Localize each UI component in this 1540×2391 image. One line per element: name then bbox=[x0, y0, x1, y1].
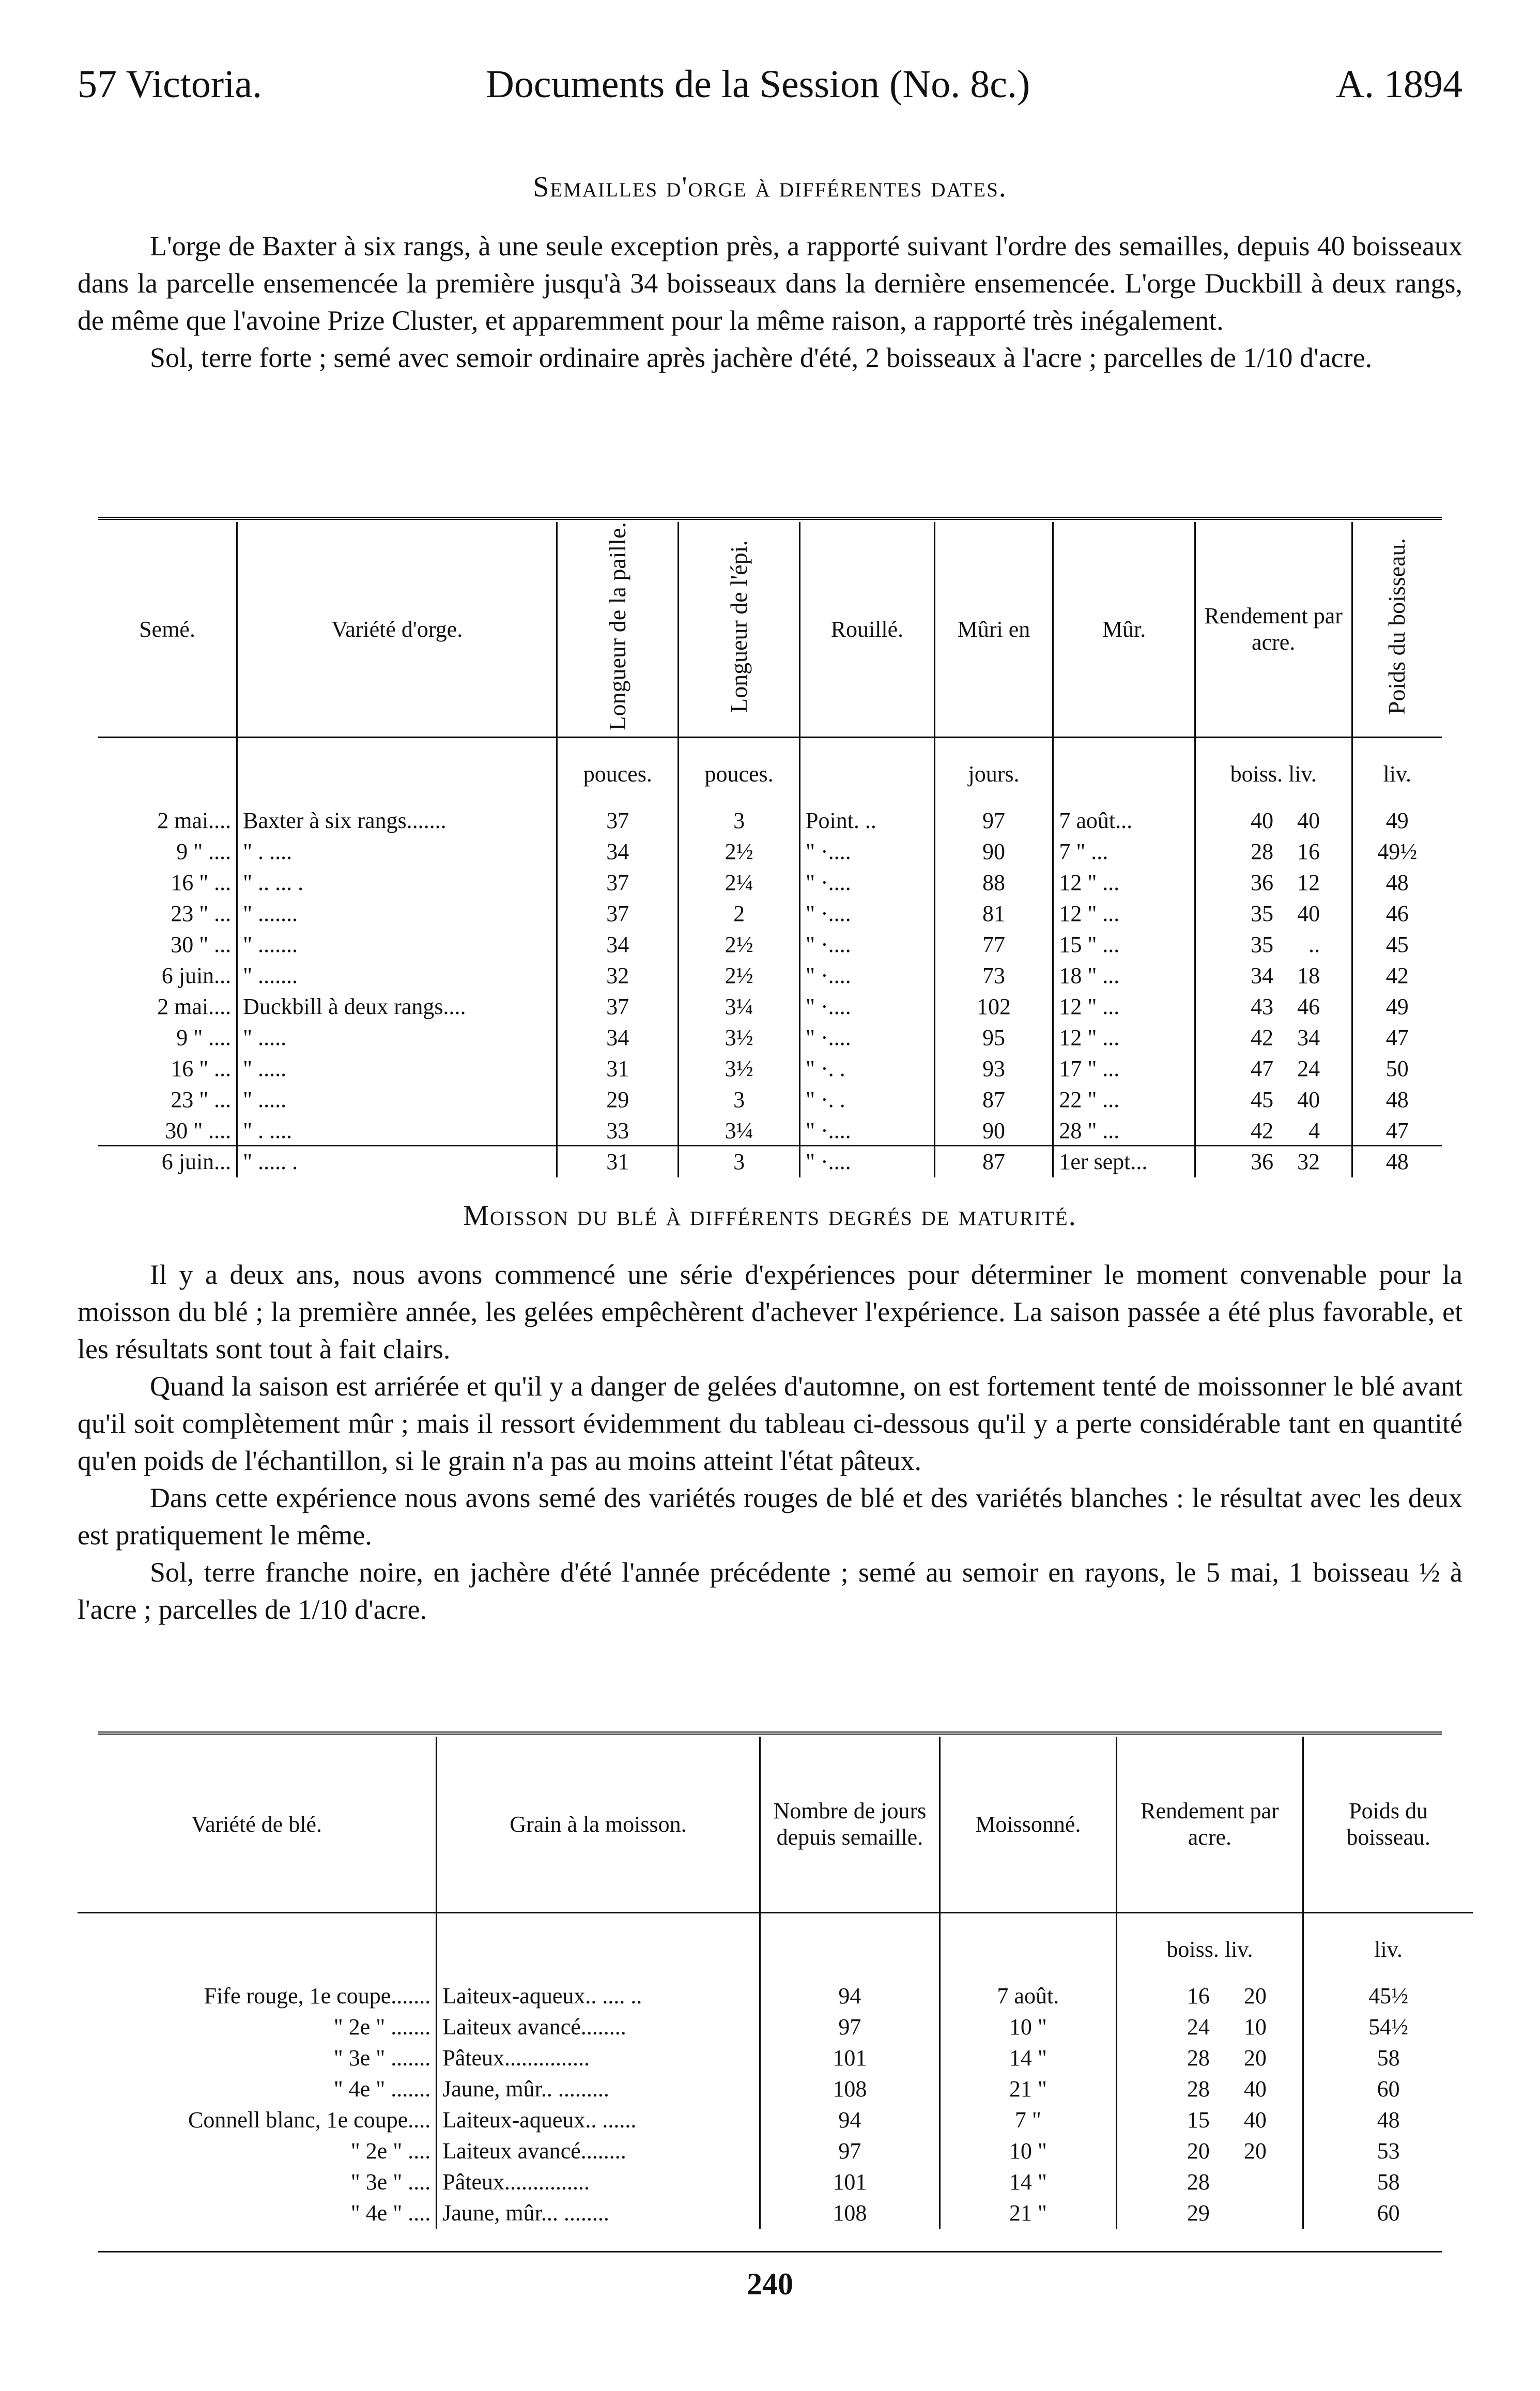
cell-rendement bbox=[1195, 991, 1352, 1022]
cell-epi: 2½ bbox=[679, 929, 800, 960]
cell-variete: Baxter à six rangs....... bbox=[237, 805, 557, 836]
cell-rendement bbox=[1195, 867, 1352, 898]
cell-rendement bbox=[1116, 2198, 1303, 2229]
cell-epi: 2½ bbox=[679, 836, 800, 867]
cell-seme: 23 " ... bbox=[171, 900, 232, 926]
cell-liv: 24 bbox=[1297, 1055, 1320, 1081]
cell-rendement bbox=[1195, 1146, 1352, 1177]
table-row bbox=[98, 805, 1442, 836]
cell-paille: 37 bbox=[557, 805, 679, 836]
cell-moissonne: 21 " bbox=[940, 2074, 1117, 2105]
cell-poids: 60 bbox=[1303, 2198, 1473, 2229]
cell-rendement bbox=[1195, 805, 1352, 836]
unit-empty bbox=[799, 737, 934, 805]
cell-muri-en: 87 bbox=[934, 1146, 1053, 1177]
cell-boiss: 15 bbox=[1187, 2107, 1210, 2133]
cell-boiss: 28 bbox=[1187, 2169, 1210, 2195]
table1-col-poids bbox=[1352, 522, 1442, 737]
cell-liv: 20 bbox=[1243, 1983, 1267, 2009]
cell-boiss: 24 bbox=[1187, 2014, 1210, 2040]
cell-grain: Jaune, mûr.. ......... bbox=[437, 2074, 760, 2105]
cell-muri-en: 90 bbox=[934, 836, 1053, 867]
table-row bbox=[78, 1981, 1473, 2012]
cell-variete: " .. ... . bbox=[237, 867, 557, 898]
cell-grain: Jaune, mûr... ........ bbox=[437, 2198, 760, 2229]
cell-poids: 49½ bbox=[1352, 836, 1442, 867]
cell-rendement bbox=[1116, 2105, 1303, 2136]
unit-poids: liv. bbox=[1352, 737, 1442, 805]
table2-col-grain: Grain à la moisson. bbox=[437, 1737, 760, 1912]
cell-paille: 37 bbox=[557, 991, 679, 1022]
cell-boiss: 28 bbox=[1187, 2076, 1210, 2102]
table-row bbox=[98, 898, 1442, 929]
cell-jours: 108 bbox=[760, 2074, 940, 2105]
cell-boiss: 35 bbox=[1251, 931, 1274, 957]
cell-rendement bbox=[1195, 1053, 1352, 1084]
cell-boiss: 29 bbox=[1187, 2200, 1210, 2226]
cell-variete: Connell blanc, 1e coupe.... bbox=[188, 2107, 431, 2133]
table-row bbox=[98, 1022, 1442, 1053]
cell-paille: 34 bbox=[557, 836, 679, 867]
cell-poids: 48 bbox=[1303, 2105, 1473, 2136]
header-center: Documents de la Session (No. 8c.) bbox=[486, 63, 1030, 106]
cell-rendement bbox=[1116, 2043, 1303, 2074]
cell-epi: 3½ bbox=[679, 1022, 800, 1053]
cell-poids: 48 bbox=[1352, 867, 1442, 898]
cell-moissonne: 10 " bbox=[940, 2136, 1117, 2167]
table1-col-epi bbox=[679, 522, 800, 737]
section2-paragraph: Sol, terre franche noire, en jachère d'été l'année précédente ; semé au semoir en rayons, le 5 mai, 1 boisseau ½ à l'acre ; parcelles de 1/10 d'acre. bbox=[78, 1557, 1462, 1625]
cell-boiss: 36 bbox=[1251, 1148, 1274, 1174]
cell-muri-en: 97 bbox=[934, 805, 1053, 836]
unit-paille: pouces. bbox=[557, 737, 679, 805]
cell-paille: 32 bbox=[557, 960, 679, 991]
cell-poids: 45 bbox=[1352, 929, 1442, 960]
cell-grain: Laiteux-aqueux.. ...... bbox=[437, 2105, 760, 2136]
cell-grain: Laiteux avancé........ bbox=[437, 2012, 760, 2043]
cell-rouille: " ·. . bbox=[799, 1053, 934, 1084]
cell-jours: 108 bbox=[760, 2198, 940, 2229]
cell-muri-en: 81 bbox=[934, 898, 1053, 929]
table2-col-poids: Poids du boisseau. bbox=[1303, 1737, 1473, 1912]
cell-jours: 97 bbox=[760, 2136, 940, 2167]
cell-rouille: " ·. . bbox=[799, 1084, 934, 1115]
page-number: 240 bbox=[747, 2267, 793, 2301]
table1-top-rule bbox=[98, 517, 1442, 520]
table1-col-rouille: Rouillé. bbox=[799, 522, 934, 737]
cell-rouille: " ·.... bbox=[799, 960, 934, 991]
cell-paille: 37 bbox=[557, 898, 679, 929]
cell-variete: " 4e " .... bbox=[350, 2200, 431, 2226]
cell-variete: " ....... bbox=[237, 929, 557, 960]
cell-mur: 7 " ... bbox=[1053, 836, 1195, 867]
cell-boiss: 40 bbox=[1251, 807, 1274, 833]
cell-liv: 10 bbox=[1243, 2014, 1267, 2040]
cell-boiss: 34 bbox=[1251, 962, 1274, 988]
cell-seme: 6 juin... bbox=[161, 962, 232, 988]
cell-paille: 31 bbox=[557, 1053, 679, 1084]
table1-col-variete: Variété d'orge. bbox=[237, 522, 557, 737]
cell-mur: 28 " ... bbox=[1053, 1115, 1195, 1146]
cell-seme: 30 " ... bbox=[171, 931, 232, 957]
cell-rendement bbox=[1116, 2167, 1303, 2198]
unit-empty bbox=[760, 1912, 940, 1981]
cell-variete: " ....... bbox=[237, 898, 557, 929]
cell-rendement bbox=[1116, 2136, 1303, 2167]
section1-title: Semailles d'orge à différentes dates. bbox=[533, 171, 1007, 203]
unit-empty bbox=[437, 1912, 760, 1981]
table1-header-row bbox=[98, 522, 1442, 737]
cell-seme: 2 mai.... bbox=[157, 993, 232, 1019]
cell-boiss: 42 bbox=[1251, 1117, 1274, 1143]
section1-paragraph: L'orge de Baxter à six rangs, à une seule exception près, a rapporté suivant l'ordre des semailles, depuis 40 boisseaux dans la parcelle ensemencée la première jusqu'à 34 boisseaux dans la dernière ensemencée. L'orge Duckbill à deux rangs, de même que l'avoine Prize Cluster, et apparemment pour la même raison, a rapporté très inégalement. bbox=[78, 231, 1462, 336]
table-row bbox=[98, 929, 1442, 960]
cell-variete: " 3e " ....... bbox=[333, 2045, 431, 2071]
cell-grain: Laiteux avancé........ bbox=[437, 2136, 760, 2167]
table-row bbox=[78, 2074, 1473, 2105]
cell-epi: 2½ bbox=[679, 960, 800, 991]
cell-mur: 17 " ... bbox=[1053, 1053, 1195, 1084]
cell-paille: 29 bbox=[557, 1084, 679, 1115]
cell-seme: 16 " ... bbox=[171, 1055, 232, 1081]
cell-mur: 22 " ... bbox=[1053, 1084, 1195, 1115]
cell-epi: 3¼ bbox=[679, 991, 800, 1022]
cell-liv: 18 bbox=[1297, 962, 1320, 988]
cell-mur: 1er sept... bbox=[1053, 1146, 1195, 1177]
unit-empty bbox=[1053, 737, 1195, 805]
cell-rouille: " ·.... bbox=[799, 929, 934, 960]
cell-rendement bbox=[1195, 960, 1352, 991]
cell-boiss: 45 bbox=[1251, 1086, 1274, 1112]
section1-paragraph: Sol, terre forte ; semé avec semoir ordinaire après jachère d'été, 2 boisseaux à l'acre ; parcelles de 1/10 d'acre. bbox=[150, 342, 1373, 373]
cell-epi: 3 bbox=[679, 1084, 800, 1115]
cell-liv: 20 bbox=[1243, 2138, 1267, 2164]
cell-seme: 9 " .... bbox=[176, 1024, 232, 1050]
cell-variete: " ..... bbox=[237, 1084, 557, 1115]
unit-muri-en: jours. bbox=[934, 737, 1053, 805]
cell-mur: 12 " ... bbox=[1053, 898, 1195, 929]
cell-grain: Pâteux............... bbox=[437, 2167, 760, 2198]
cell-epi: 3 bbox=[679, 1146, 800, 1177]
cell-rendement bbox=[1195, 1084, 1352, 1115]
cell-variete: " ..... bbox=[237, 1022, 557, 1053]
table-row bbox=[78, 2167, 1473, 2198]
section2-paragraph: Dans cette expérience nous avons semé des variétés rouges de blé et des variétés blanches : le résultat avec les deux est pratiquement le même. bbox=[78, 1482, 1462, 1551]
table1-col-paille bbox=[557, 522, 679, 737]
table1-units-row bbox=[98, 737, 1442, 805]
section2-paragraph: Il y a deux ans, nous avons commencé une série d'expériences pour déterminer le moment convenable pour la moisson du blé ; la première année, les gelées empêchèrent d'achever l'expérience. La saison passée a été plus favorable, et les résultats sont tout à fait clairs. bbox=[78, 1259, 1462, 1365]
cell-grain: Laiteux-aqueux.. .... .. bbox=[437, 1981, 760, 2012]
cell-liv: .. bbox=[1308, 931, 1320, 957]
cell-variete: " 4e " ....... bbox=[333, 2076, 431, 2102]
header-right: A. 1894 bbox=[1336, 63, 1462, 106]
cell-boiss: 35 bbox=[1251, 900, 1274, 926]
cell-muri-en: 93 bbox=[934, 1053, 1053, 1084]
section2-title: Moisson du blé à différents degrés de maturité. bbox=[463, 1200, 1077, 1232]
cell-liv: 16 bbox=[1297, 838, 1320, 864]
cell-poids: 49 bbox=[1352, 805, 1442, 836]
cell-muri-en: 102 bbox=[934, 991, 1053, 1022]
cell-boiss: 28 bbox=[1251, 838, 1274, 864]
cell-muri-en: 88 bbox=[934, 867, 1053, 898]
page-header bbox=[78, 62, 1462, 119]
cell-liv: 4 bbox=[1308, 1117, 1320, 1143]
table-row bbox=[98, 867, 1442, 898]
cell-seme: 30 " .... bbox=[165, 1117, 232, 1143]
cell-paille: 34 bbox=[557, 1022, 679, 1053]
unit-empty bbox=[98, 737, 237, 805]
cell-jours: 101 bbox=[760, 2167, 940, 2198]
cell-poids: 48 bbox=[1352, 1084, 1442, 1115]
cell-mur: 12 " ... bbox=[1053, 991, 1195, 1022]
cell-seme: 2 mai.... bbox=[157, 807, 232, 833]
cell-variete: " ....... bbox=[237, 960, 557, 991]
barley-sowing-table bbox=[98, 522, 1442, 1177]
cell-liv: 40 bbox=[1243, 2107, 1267, 2133]
cell-grain: Pâteux............... bbox=[437, 2043, 760, 2074]
table2-body bbox=[78, 1912, 1473, 2229]
section2-paragraph: Quand la saison est arriérée et qu'il y a danger de gelées d'automne, on est fortement tenté de moissonner le blé avant qu'il soit complètement mûr ; mais il ressort évidemment du tableau ci-dessous qu'il y a perte considérable tant en quantité qu'en poids de l'échantillon, si le grain n'a pas au moins atteint l'état pâteux. bbox=[78, 1371, 1462, 1476]
cell-rouille: " ·.... bbox=[799, 836, 934, 867]
cell-liv: 40 bbox=[1297, 807, 1320, 833]
table1-col-rendement: Rendement par acre. bbox=[1195, 522, 1352, 737]
cell-boiss: 43 bbox=[1251, 993, 1274, 1019]
cell-rendement bbox=[1195, 1022, 1352, 1053]
cell-poids: 53 bbox=[1303, 2136, 1473, 2167]
unit-empty bbox=[78, 1912, 437, 1981]
cell-jours: 101 bbox=[760, 2043, 940, 2074]
cell-epi: 2 bbox=[679, 898, 800, 929]
cell-seme: 16 " ... bbox=[171, 869, 232, 895]
table1-col-muri-en: Mûri en bbox=[934, 522, 1053, 737]
table2-header-row bbox=[78, 1737, 1473, 1912]
cell-epi: 3 bbox=[679, 805, 800, 836]
cell-epi: 2¼ bbox=[679, 867, 800, 898]
cell-variete: " . .... bbox=[237, 1115, 557, 1146]
cell-muri-en: 87 bbox=[934, 1084, 1053, 1115]
cell-muri-en: 77 bbox=[934, 929, 1053, 960]
cell-moissonne: 21 " bbox=[940, 2198, 1117, 2229]
cell-rendement bbox=[1195, 1115, 1352, 1146]
unit-poids: liv. bbox=[1303, 1912, 1473, 1981]
cell-rouille: " ·.... bbox=[799, 1022, 934, 1053]
cell-variete: " ..... bbox=[237, 1053, 557, 1084]
table1-bottom-rule bbox=[98, 1145, 1442, 1146]
table2-col-rendement: Rendement par acre. bbox=[1116, 1737, 1303, 1912]
cell-boiss: 20 bbox=[1187, 2138, 1210, 2164]
cell-variete: " . .... bbox=[237, 836, 557, 867]
table1-col-epi-label: Longueur de l'épi. bbox=[725, 540, 752, 713]
table1-col-paille-label: Longueur de la paille. bbox=[604, 522, 630, 731]
cell-poids: 46 bbox=[1352, 898, 1442, 929]
table2-bottom-rule bbox=[98, 2251, 1442, 2252]
section1-text bbox=[78, 227, 1462, 376]
cell-paille: 37 bbox=[557, 867, 679, 898]
table-row bbox=[78, 2043, 1473, 2074]
cell-moissonne: 14 " bbox=[940, 2043, 1117, 2074]
cell-rendement bbox=[1116, 1981, 1303, 2012]
cell-mur: 18 " ... bbox=[1053, 960, 1195, 991]
cell-rendement bbox=[1195, 929, 1352, 960]
table-row bbox=[98, 836, 1442, 867]
cell-poids: 60 bbox=[1303, 2074, 1473, 2105]
cell-rouille: " ·.... bbox=[799, 898, 934, 929]
cell-moissonne: 7 " bbox=[940, 2105, 1117, 2136]
cell-jours: 97 bbox=[760, 2012, 940, 2043]
cell-boiss: 28 bbox=[1187, 2045, 1210, 2071]
cell-paille: 33 bbox=[557, 1115, 679, 1146]
table1-col-poids-label: Poids du boisseau. bbox=[1383, 538, 1410, 715]
unit-epi: pouces. bbox=[679, 737, 800, 805]
cell-variete: " 3e " .... bbox=[350, 2169, 431, 2195]
cell-rouille: " ·.... bbox=[799, 991, 934, 1022]
table1-col-seme: Semé. bbox=[139, 616, 195, 642]
table-row bbox=[78, 2198, 1473, 2229]
section2-text bbox=[78, 1256, 1462, 1628]
cell-poids: 58 bbox=[1303, 2043, 1473, 2074]
cell-variete: Fife rouge, 1e coupe....... bbox=[204, 1983, 431, 2009]
unit-rendement: boiss. liv. bbox=[1116, 1912, 1303, 1981]
cell-poids: 47 bbox=[1352, 1022, 1442, 1053]
cell-rouille: " ·.... bbox=[799, 867, 934, 898]
cell-seme: 23 " ... bbox=[171, 1086, 232, 1112]
unit-empty bbox=[940, 1912, 1117, 1981]
unit-rendement: boiss. liv. bbox=[1195, 737, 1352, 805]
cell-boiss: 16 bbox=[1187, 1983, 1210, 2009]
cell-variete: " 2e " .... bbox=[350, 2138, 431, 2164]
cell-liv: 40 bbox=[1243, 2076, 1267, 2102]
table2-units-row bbox=[78, 1912, 1473, 1981]
cell-rouille: " ·.... bbox=[799, 1146, 934, 1177]
table2-col-moissonne: Moissonné. bbox=[940, 1737, 1117, 1912]
table-row bbox=[78, 2136, 1473, 2167]
cell-paille: 34 bbox=[557, 929, 679, 960]
cell-liv: 12 bbox=[1297, 869, 1320, 895]
table-row bbox=[98, 1053, 1442, 1084]
table-row bbox=[98, 1084, 1442, 1115]
cell-muri-en: 90 bbox=[934, 1115, 1053, 1146]
table1-col-mur: Mûr. bbox=[1053, 522, 1195, 737]
table-row bbox=[98, 1115, 1442, 1146]
table-row bbox=[78, 2012, 1473, 2043]
cell-mur: 7 août... bbox=[1053, 805, 1195, 836]
cell-boiss: 36 bbox=[1251, 869, 1274, 895]
cell-liv: 20 bbox=[1243, 2045, 1267, 2071]
cell-moissonne: 7 août. bbox=[940, 1981, 1117, 2012]
cell-liv: 32 bbox=[1297, 1148, 1320, 1174]
cell-rouille: " ·.... bbox=[799, 1115, 934, 1146]
table-row bbox=[98, 960, 1442, 991]
cell-liv: 46 bbox=[1297, 993, 1320, 1019]
cell-boiss: 47 bbox=[1251, 1055, 1274, 1081]
table-row bbox=[98, 1146, 1442, 1177]
cell-moissonne: 14 " bbox=[940, 2167, 1117, 2198]
cell-poids: 58 bbox=[1303, 2167, 1473, 2198]
table-row bbox=[98, 991, 1442, 1022]
table2-col-variete: Variété de blé. bbox=[191, 1811, 322, 1837]
cell-liv: 40 bbox=[1297, 1086, 1320, 1112]
cell-jours: 94 bbox=[760, 2105, 940, 2136]
cell-jours: 94 bbox=[760, 1981, 940, 2012]
cell-variete: " ..... . bbox=[237, 1146, 557, 1177]
cell-rouille: Point. .. bbox=[799, 805, 934, 836]
table2-col-jours: Nombre de jours depuis semaille. bbox=[760, 1737, 940, 1912]
cell-poids: 54½ bbox=[1303, 2012, 1473, 2043]
cell-rendement bbox=[1195, 836, 1352, 867]
cell-paille: 31 bbox=[557, 1146, 679, 1177]
cell-muri-en: 73 bbox=[934, 960, 1053, 991]
cell-seme: 6 juin... bbox=[161, 1148, 232, 1174]
header-left: 57 Victoria. bbox=[78, 63, 263, 106]
cell-epi: 3½ bbox=[679, 1053, 800, 1084]
cell-mur: 15 " ... bbox=[1053, 929, 1195, 960]
cell-poids: 42 bbox=[1352, 960, 1442, 991]
cell-moissonne: 10 " bbox=[940, 2012, 1117, 2043]
cell-muri-en: 95 bbox=[934, 1022, 1053, 1053]
cell-variete: Duckbill à deux rangs.... bbox=[237, 991, 557, 1022]
unit-empty bbox=[237, 737, 557, 805]
wheat-harvest-table bbox=[78, 1737, 1473, 2229]
cell-poids: 50 bbox=[1352, 1053, 1442, 1084]
cell-variete: " 2e " ....... bbox=[333, 2014, 431, 2040]
cell-poids: 47 bbox=[1352, 1115, 1442, 1146]
cell-rendement bbox=[1116, 2074, 1303, 2105]
cell-mur: 12 " ... bbox=[1053, 867, 1195, 898]
table1-body bbox=[98, 737, 1442, 1177]
cell-rendement bbox=[1116, 2012, 1303, 2043]
cell-liv: 34 bbox=[1297, 1024, 1320, 1050]
cell-mur: 12 " ... bbox=[1053, 1022, 1195, 1053]
cell-rendement bbox=[1195, 898, 1352, 929]
table-row bbox=[78, 2105, 1473, 2136]
cell-boiss: 42 bbox=[1251, 1024, 1274, 1050]
cell-poids: 45½ bbox=[1303, 1981, 1473, 2012]
cell-poids: 49 bbox=[1352, 991, 1442, 1022]
cell-poids: 48 bbox=[1352, 1146, 1442, 1177]
cell-liv: 40 bbox=[1297, 900, 1320, 926]
table2-top-rule bbox=[98, 1731, 1442, 1735]
cell-epi: 3¼ bbox=[679, 1115, 800, 1146]
cell-seme: 9 " .... bbox=[176, 838, 232, 864]
